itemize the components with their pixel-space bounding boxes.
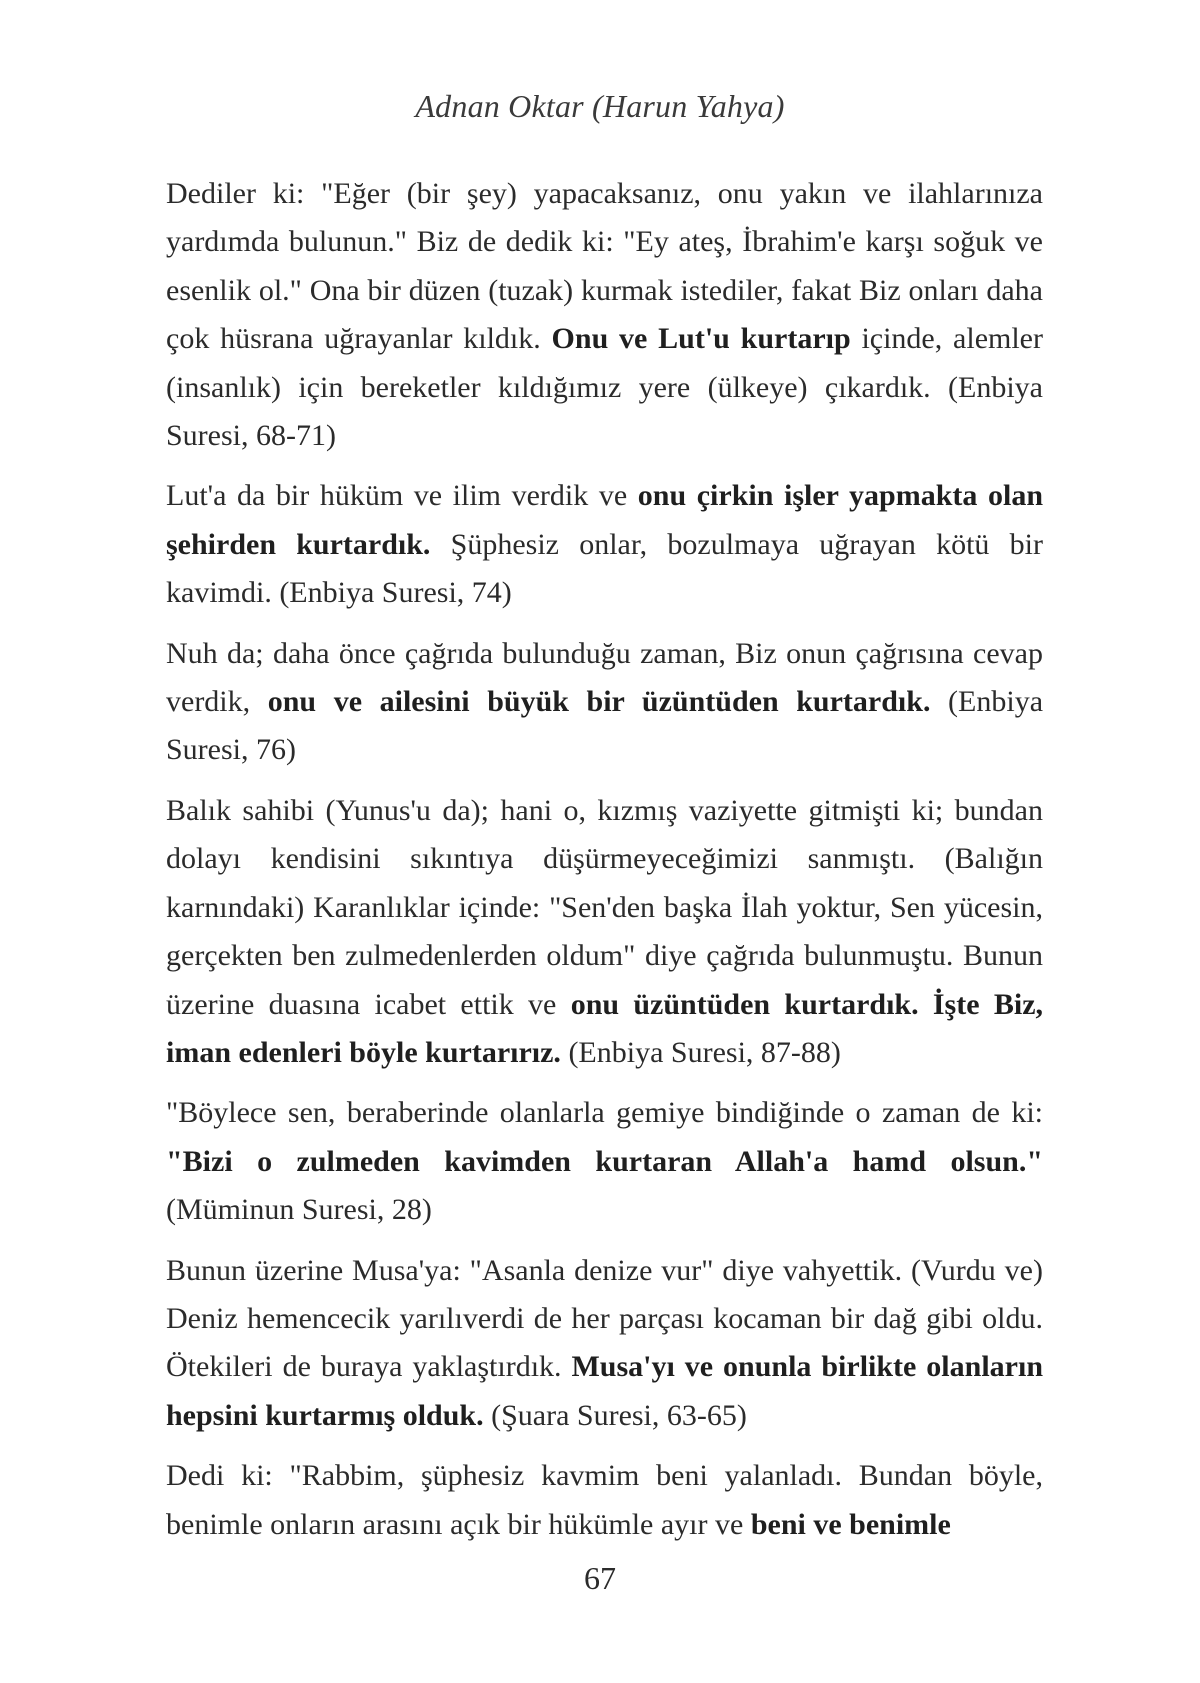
text-run: "Böylece sen, beraberinde olanlarla gemiye bindiğinde o zaman de ki: <box>166 1096 1043 1130</box>
paragraph <box>166 1089 1043 1234</box>
page-body <box>166 170 1043 1561</box>
text-run: Nuh da; daha önce çağrıda bulunduğu zaman, Biz onun çağrısına cevap verdik, <box>166 636 1043 719</box>
bold-text-run: onu üzüntüden kurtardık. İşte Biz, iman edenleri böyle kurtarırız. <box>166 987 1044 1069</box>
text-run: Balık sahibi (Yunus'u da); hani o, kızmış vaziyette gitmişti ki; bundan dolayı kendisini sıkıntıya düşürmeyeceğimizi sanmıştı. (Balığın karnındaki) Karanlıklar içinde: "Sen'den başka İlah yoktur, Sen yücesin, gerçekten ben zulmedenlerden oldum" diye çağrıda bulunmuştu. Bunun üzerine duasına icabet ettik ve <box>166 793 1043 1021</box>
bold-text-run: onu çirkin işler yapmakta olan şehirden kurtardık. <box>166 479 1044 561</box>
text-run: (Şuara Suresi, 63-65) <box>483 1398 747 1432</box>
text-run: (Enbiya Suresi, 87-88) <box>560 1035 841 1069</box>
bold-text-run: "Bizi o zulmeden kavimden kurtaran Allah'a hamd olsun." <box>166 1144 1043 1178</box>
text-run: içinde, alemler (insanlık) için bereketler kıldığımız yere (ülkeye) çıkardık. (Enbiya Suresi, 68-71) <box>166 322 1043 453</box>
bold-text-run: Musa'yı ve onunla birlikte olanların hepsini kurtarmış olduk. <box>166 1350 1043 1432</box>
page-number: 67 <box>584 1560 616 1596</box>
text-run: (Müminun Suresi, 28) <box>166 1193 432 1227</box>
text-run: Dediler ki: "Eğer (bir şey) yapacaksanız, onu yakın ve ilahlarınıza yardımda bulunun." Biz de dedik ki: "Ey ateş, İbrahim'e karşı soğuk ve esenlik ol." Ona bir düzen (tuzak) kurmak istediler, fakat Biz onları daha çok hüsrana uğrayanlar kıldık. <box>166 177 1043 356</box>
paragraph <box>166 170 1043 460</box>
running-header: Adnan Oktar (Harun Yahya) <box>415 88 785 124</box>
text-run: Bunun üzerine Musa'ya: "Asanla denize vur" diye vahyettik. (Vurdu ve) Deniz hemencecik yarılıverdi de her parçası kocaman bir dağ gibi oldu. Ötekileri de buraya yaklaştırdık. <box>166 1253 1043 1384</box>
paragraph <box>166 1452 1043 1549</box>
paragraph <box>166 787 1043 1077</box>
text-run: (Enbiya Suresi, 76) <box>166 685 1044 767</box>
paragraph <box>166 1247 1043 1441</box>
bold-text-run: onu ve ailesini büyük bir üzüntüden kurtardık. <box>267 685 931 719</box>
text-run: Dedi ki: "Rabbim, şüphesiz kavmim beni yalanladı. Bundan böyle, benimle onların arasını açık bir hükümle ayır ve <box>166 1459 1043 1541</box>
paragraph <box>166 630 1043 775</box>
paragraph <box>166 472 1043 617</box>
text-run: Şüphesiz onlar, bozulmaya uğrayan kötü bir kavimdi. (Enbiya Suresi, 74) <box>166 527 1043 610</box>
bold-text-run: Onu ve Lut'u kurtarıp <box>551 322 851 356</box>
bold-text-run: beni ve benimle <box>750 1507 951 1541</box>
text-run: Lut'a da bir hüküm ve ilim verdik ve <box>166 479 638 513</box>
